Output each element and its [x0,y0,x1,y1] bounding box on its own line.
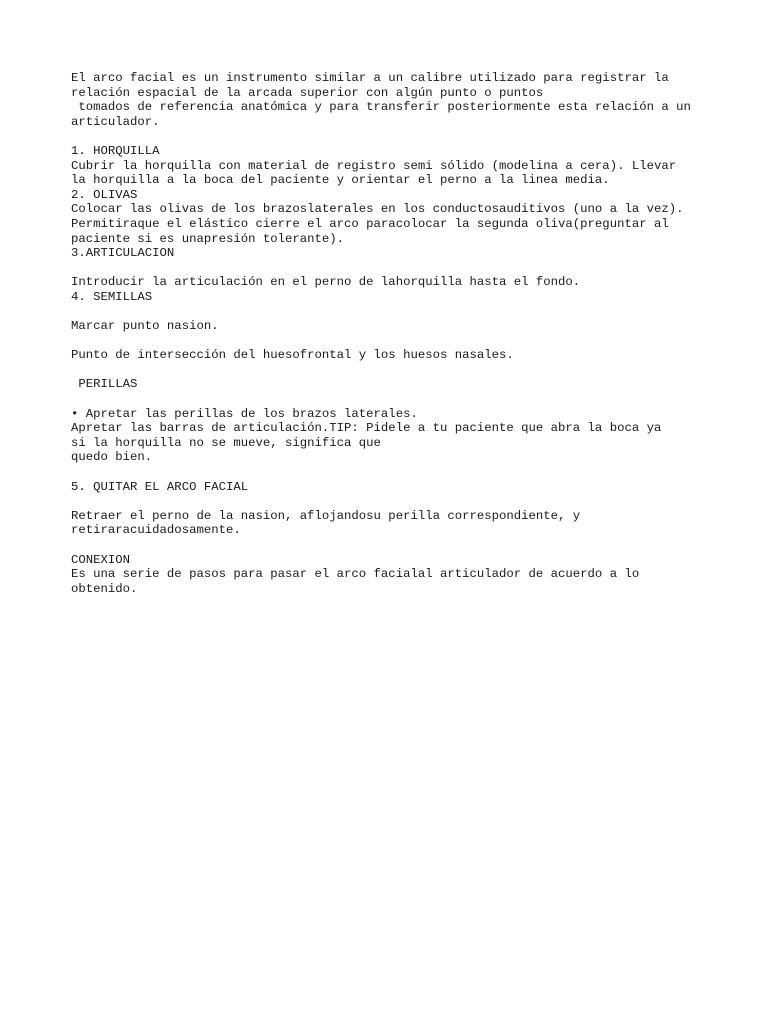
section-heading: 5. QUITAR EL ARCO FACIAL [71,479,249,494]
spacer [71,129,711,144]
spacer [71,363,711,378]
section-heading: 3.ARTICULACION [71,246,175,261]
spacer [71,305,711,320]
section-line: obtenido. [71,581,138,596]
section-heading: 4. SEMILLAS [71,289,153,304]
section-line: Permitiraque el elástico cierre el arco paracolocar la segunda oliva(preguntar al [71,216,669,231]
section-horquilla [71,144,711,188]
section-line: quedo bien. [71,450,153,465]
spacer [71,494,711,509]
section-line: Cubrir la horquilla con material de registro semi sólido (modelina a cera). Llevar [71,158,677,173]
section-semillas [71,290,711,363]
section-heading: CONEXION [71,552,131,567]
section-line: Punto de intersección del huesofrontal y los huesos nasales. [71,348,514,363]
section-articulacion [71,246,711,290]
intro-line: El arco facial es un instrumento similar a un calibre utilizado para registrar la [71,71,669,85]
section-perillas [71,377,711,465]
spacer [71,465,711,480]
bullet-line: • Apretar las perillas de los brazos laterales. [71,406,418,421]
section-line: la horquilla a la boca del paciente y orientar el perno a la linea media. [71,173,610,188]
spacer [71,261,711,276]
intro-line: articulador. [71,114,160,129]
section-olivas [71,188,711,246]
section-heading: 1. HORQUILLA [71,143,160,158]
section-conexion [71,553,711,597]
section-heading: PERILLAS [71,377,138,392]
section-line: Es una serie de pasos para pasar el arco facialal articulador de acuerdo a lo [71,567,640,582]
section-quitar-arco [71,480,711,538]
spacer [71,392,711,407]
section-heading: 2. OLIVAS [71,187,138,202]
spacer [71,538,711,553]
section-line: si la horquilla no se mueve, significa que [71,435,381,450]
intro-line: relación espacial de la arcada superior con algún punto o puntos [71,85,544,100]
intro-line: tomados de referencia anatómica y para transferir posteriormente esta relación a un [71,100,691,115]
section-line: Marcar punto nasion. [71,319,219,334]
section-line: Colocar las olivas de los brazoslaterales en los conductosauditivos (uno a la vez). [71,202,684,217]
section-line: paciente si es unapresión tolerante). [71,231,345,246]
document-page [71,71,711,596]
section-line: Retraer el perno de la nasion, aflojandosu perilla correspondiente, y [71,508,581,523]
spacer [71,334,711,349]
section-line: Apretar las barras de articulación.TIP: Pidele a tu paciente que abra la boca ya [71,421,662,436]
section-line: Introducir la articulación en el perno de lahorquilla hasta el fondo. [71,275,581,290]
intro-paragraph [71,71,711,129]
section-line: retiraracuidadosamente. [71,523,241,538]
